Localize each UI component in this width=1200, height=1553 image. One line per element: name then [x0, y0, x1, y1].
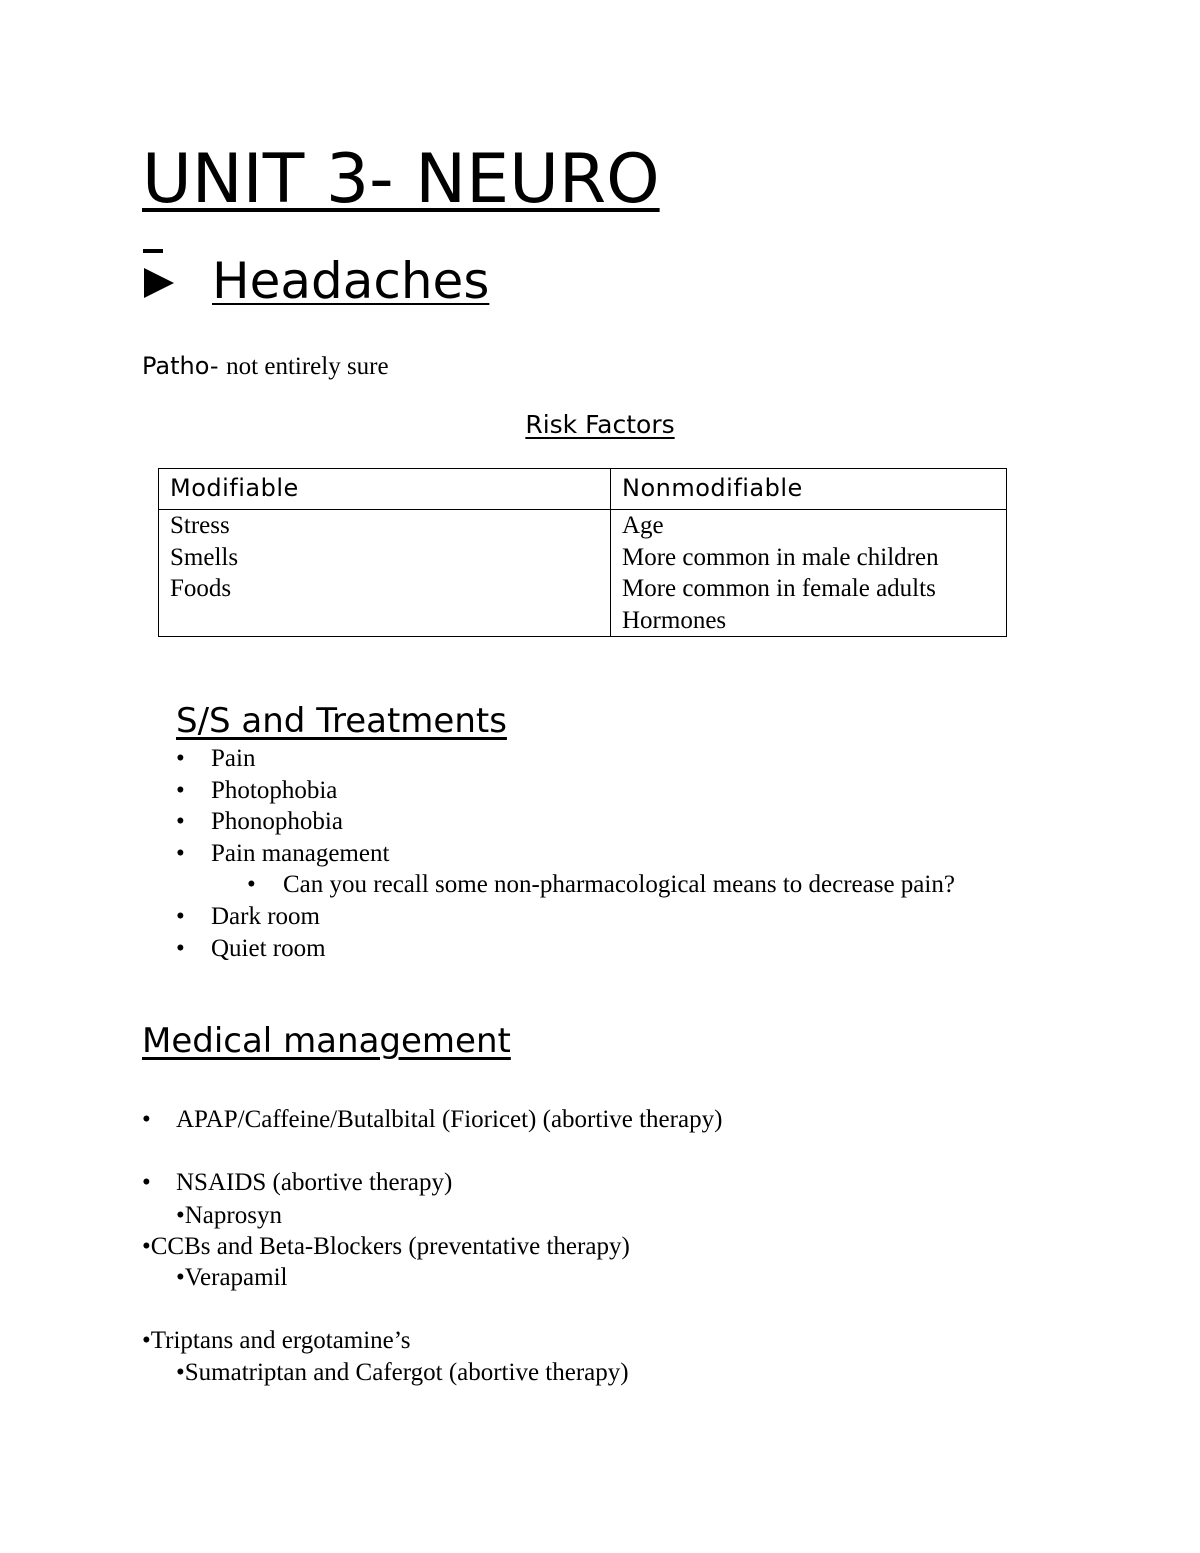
- list-item-text: Dark room: [211, 902, 320, 930]
- medical-item-ccbs: •CCBs and Beta-Blockers (preventative therapy): [142, 1233, 630, 1260]
- section-heading-headaches: Headaches: [212, 252, 490, 310]
- list-item: [176, 743, 955, 775]
- list-item: [176, 933, 955, 965]
- list-item: [176, 838, 955, 870]
- column-header-nonmodifiable: Nonmodifiable: [611, 469, 1007, 510]
- modifiable-item: Smells: [170, 543, 239, 571]
- medical-bullet-2: •: [142, 1169, 151, 1196]
- modifiable-item: Foods: [170, 575, 232, 602]
- patho-label: Patho-: [142, 352, 219, 380]
- page-title: UNIT 3- NEURO: [142, 140, 660, 219]
- bullet-icon: •: [176, 934, 185, 962]
- medical-subitem-sumatriptan: •Sumatriptan and Cafergot (abortive therapy): [176, 1359, 629, 1386]
- nonmodifiable-cell: [611, 510, 1007, 637]
- bullet-icon: •: [176, 745, 185, 772]
- modifiable-item: Stress: [170, 512, 230, 539]
- title-dash-mark: [143, 249, 163, 253]
- nonmodifiable-item: More common in female adults: [622, 575, 936, 602]
- ss-treatments-heading: S/S and Treatments: [176, 701, 507, 741]
- list-item-text: Photophobia: [211, 776, 338, 804]
- bullet-icon: •: [176, 776, 185, 804]
- list-item-text: Quiet room: [211, 934, 326, 962]
- bullet-icon: •: [176, 839, 185, 867]
- medical-item-apap: APAP/Caffeine/Butalbital (Fioricet) (abortive therapy): [176, 1106, 723, 1133]
- column-header-modifiable: Modifiable: [159, 469, 611, 510]
- list-item-text: Pain: [211, 745, 256, 772]
- bullet-icon: •: [247, 871, 256, 899]
- risk-factors-table: [158, 468, 1007, 637]
- risk-factors-heading: Risk Factors: [525, 410, 675, 439]
- list-item: [176, 775, 955, 807]
- bullet-icon: •: [176, 902, 185, 930]
- bullet-icon: •: [176, 808, 185, 836]
- medical-subitem-verapamil: •Verapamil: [176, 1264, 288, 1291]
- medical-item-triptans: •Triptans and ergotamine’s: [142, 1327, 411, 1354]
- patho-line: [142, 350, 389, 383]
- patho-value: not entirely sure: [226, 353, 389, 380]
- medical-subitem-naprosyn: •Naprosyn: [176, 1202, 282, 1229]
- list-item: [176, 806, 955, 838]
- list-item-text: Phonophobia: [211, 808, 343, 836]
- medical-bullet-1: •: [142, 1106, 151, 1133]
- list-item-text: Can you recall some non-pharmacological means to decrease pain?: [283, 871, 955, 899]
- ss-treatments-list: [176, 743, 955, 964]
- medical-item-nsaids: NSAIDS (abortive therapy): [176, 1169, 453, 1196]
- nonmodifiable-item: Age: [622, 512, 664, 539]
- nonmodifiable-item: More common in male children: [622, 543, 939, 571]
- medical-management-heading: Medical management: [142, 1021, 511, 1061]
- list-item: [176, 901, 955, 933]
- list-item-text: Pain management: [211, 839, 390, 867]
- table-row: [159, 510, 1007, 637]
- triangle-bullet-icon: [144, 268, 174, 298]
- modifiable-cell: [159, 510, 611, 637]
- table-header-row: [159, 469, 1007, 510]
- sub-list-item: [176, 869, 955, 901]
- nonmodifiable-item: Hormones: [622, 606, 727, 634]
